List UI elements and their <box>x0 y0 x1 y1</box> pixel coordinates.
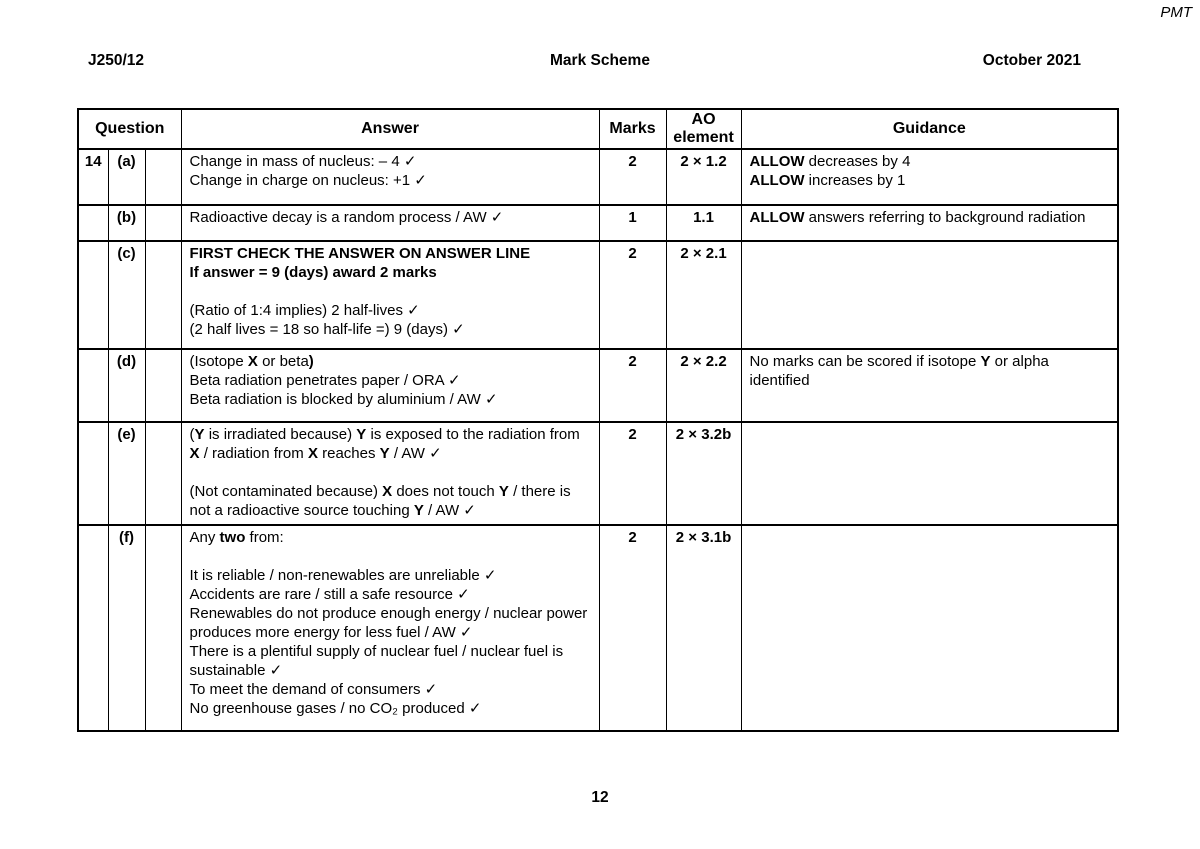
answer-line: Beta radiation penetrates paper / ORA ✓ <box>189 372 461 389</box>
guidance-cell <box>741 241 1118 349</box>
marks-cell: 2 <box>599 149 666 205</box>
doc-code: J250/12 <box>88 52 145 69</box>
guidance-cell <box>741 349 1118 422</box>
document-header <box>0 52 1200 72</box>
ao-element-cell: 2 × 3.2b <box>666 422 741 525</box>
guidance-cell <box>741 422 1118 525</box>
question-spacer <box>145 205 181 241</box>
question-part: (d) <box>108 349 145 422</box>
marks-cell: 2 <box>599 349 666 422</box>
question-number <box>78 241 108 349</box>
question-number <box>78 349 108 422</box>
ao-element-cell: 2 × 3.1b <box>666 525 741 731</box>
answer-line: Change in charge on nucleus: +1 ✓ <box>189 172 427 189</box>
guidance-cell <box>741 149 1118 205</box>
col-header-answer: Answer <box>181 109 599 149</box>
guidance-cell <box>741 525 1118 731</box>
table-header-row <box>78 109 1118 149</box>
answer-line: To meet the demand of consumers ✓ <box>189 681 438 698</box>
ao-element-cell: 1.1 <box>666 205 741 241</box>
marks-cell: 2 <box>599 241 666 349</box>
question-number <box>78 205 108 241</box>
question-number <box>78 525 108 731</box>
question-part: (f) <box>108 525 145 731</box>
col-header-guidance: Guidance <box>741 109 1118 149</box>
table-row <box>78 241 1118 349</box>
marks-cell: 2 <box>599 422 666 525</box>
answer-line: It is reliable / non-renewables are unreliable ✓ <box>189 567 497 584</box>
answer-line: Change in mass of nucleus: – 4 ✓ <box>189 153 417 170</box>
ao-element-cell: 2 × 1.2 <box>666 149 741 205</box>
answer-cell <box>181 349 599 422</box>
guidance-line: ALLOW increases by 1 <box>749 172 906 189</box>
col-header-marks: Marks <box>599 109 666 149</box>
question-number <box>78 422 108 525</box>
answer-line: No greenhouse gases / no CO₂ produced ✓ <box>189 700 482 717</box>
answer-cell <box>181 241 599 349</box>
answer-cell <box>181 525 599 731</box>
table-row <box>78 525 1118 731</box>
answer-line: Any two from: <box>189 529 284 546</box>
col-header-question: Question <box>78 109 181 149</box>
guidance-cell <box>741 205 1118 241</box>
question-spacer <box>145 149 181 205</box>
question-spacer <box>145 349 181 422</box>
question-part: (b) <box>108 205 145 241</box>
answer-cell <box>181 205 599 241</box>
table-row <box>78 149 1118 205</box>
question-part: (e) <box>108 422 145 525</box>
answer-line: Beta radiation is blocked by aluminium / AW ✓ <box>189 391 498 408</box>
doc-title: Mark Scheme <box>550 52 650 69</box>
doc-date: October 2021 <box>982 52 1081 69</box>
answer-line: There is a plentiful supply of nuclear fuel / nuclear fuel is sustainable ✓ <box>189 643 564 679</box>
mark-scheme-table <box>77 108 1119 732</box>
table-row <box>78 422 1118 525</box>
table-row <box>78 205 1118 241</box>
answer-line: (Not contaminated because) X does not touch Y / there is not a radioactive source touching Y / AW ✓ <box>189 483 571 519</box>
answer-line: FIRST CHECK THE ANSWER ON ANSWER LINE <box>189 245 531 262</box>
guidance-line: ALLOW decreases by 4 <box>749 153 911 170</box>
question-part: (a) <box>108 149 145 205</box>
marks-cell: 1 <box>599 205 666 241</box>
pmt-watermark: PMT <box>1160 4 1192 21</box>
guidance-line: No marks can be scored if isotope Y or alpha identified <box>749 353 1049 389</box>
answer-line: If answer = 9 (days) award 2 marks <box>189 264 437 281</box>
col-header-ao-element: AO element <box>666 109 741 149</box>
answer-line: Radioactive decay is a random process / AW ✓ <box>189 209 504 226</box>
answer-cell <box>181 149 599 205</box>
question-spacer <box>145 422 181 525</box>
answer-line <box>190 547 591 566</box>
question-spacer <box>145 241 181 349</box>
answer-line: (Y is irradiated because) Y is exposed to the radiation from X / radiation from X reaches Y / AW ✓ <box>189 426 580 462</box>
answer-line: (2 half lives = 18 so half-life =) 9 (days) ✓ <box>189 321 465 338</box>
answer-line <box>190 463 591 482</box>
answer-line <box>190 282 591 301</box>
page-number: 12 <box>591 789 609 806</box>
answer-line: (Isotope X or beta) <box>189 353 314 370</box>
question-part: (c) <box>108 241 145 349</box>
table-body <box>78 149 1118 731</box>
table-row <box>78 349 1118 422</box>
marks-cell: 2 <box>599 525 666 731</box>
answer-line: (Ratio of 1:4 implies) 2 half-lives ✓ <box>189 302 420 319</box>
ao-element-cell: 2 × 2.1 <box>666 241 741 349</box>
ao-element-cell: 2 × 2.2 <box>666 349 741 422</box>
answer-cell <box>181 422 599 525</box>
guidance-line: ALLOW answers referring to background radiation <box>749 209 1086 226</box>
question-number: 14 <box>78 149 108 205</box>
answer-line: Renewables do not produce enough energy / nuclear power produces more energy for less fuel / AW ✓ <box>189 605 588 641</box>
answer-line: Accidents are rare / still a safe resource ✓ <box>189 586 470 603</box>
question-spacer <box>145 525 181 731</box>
